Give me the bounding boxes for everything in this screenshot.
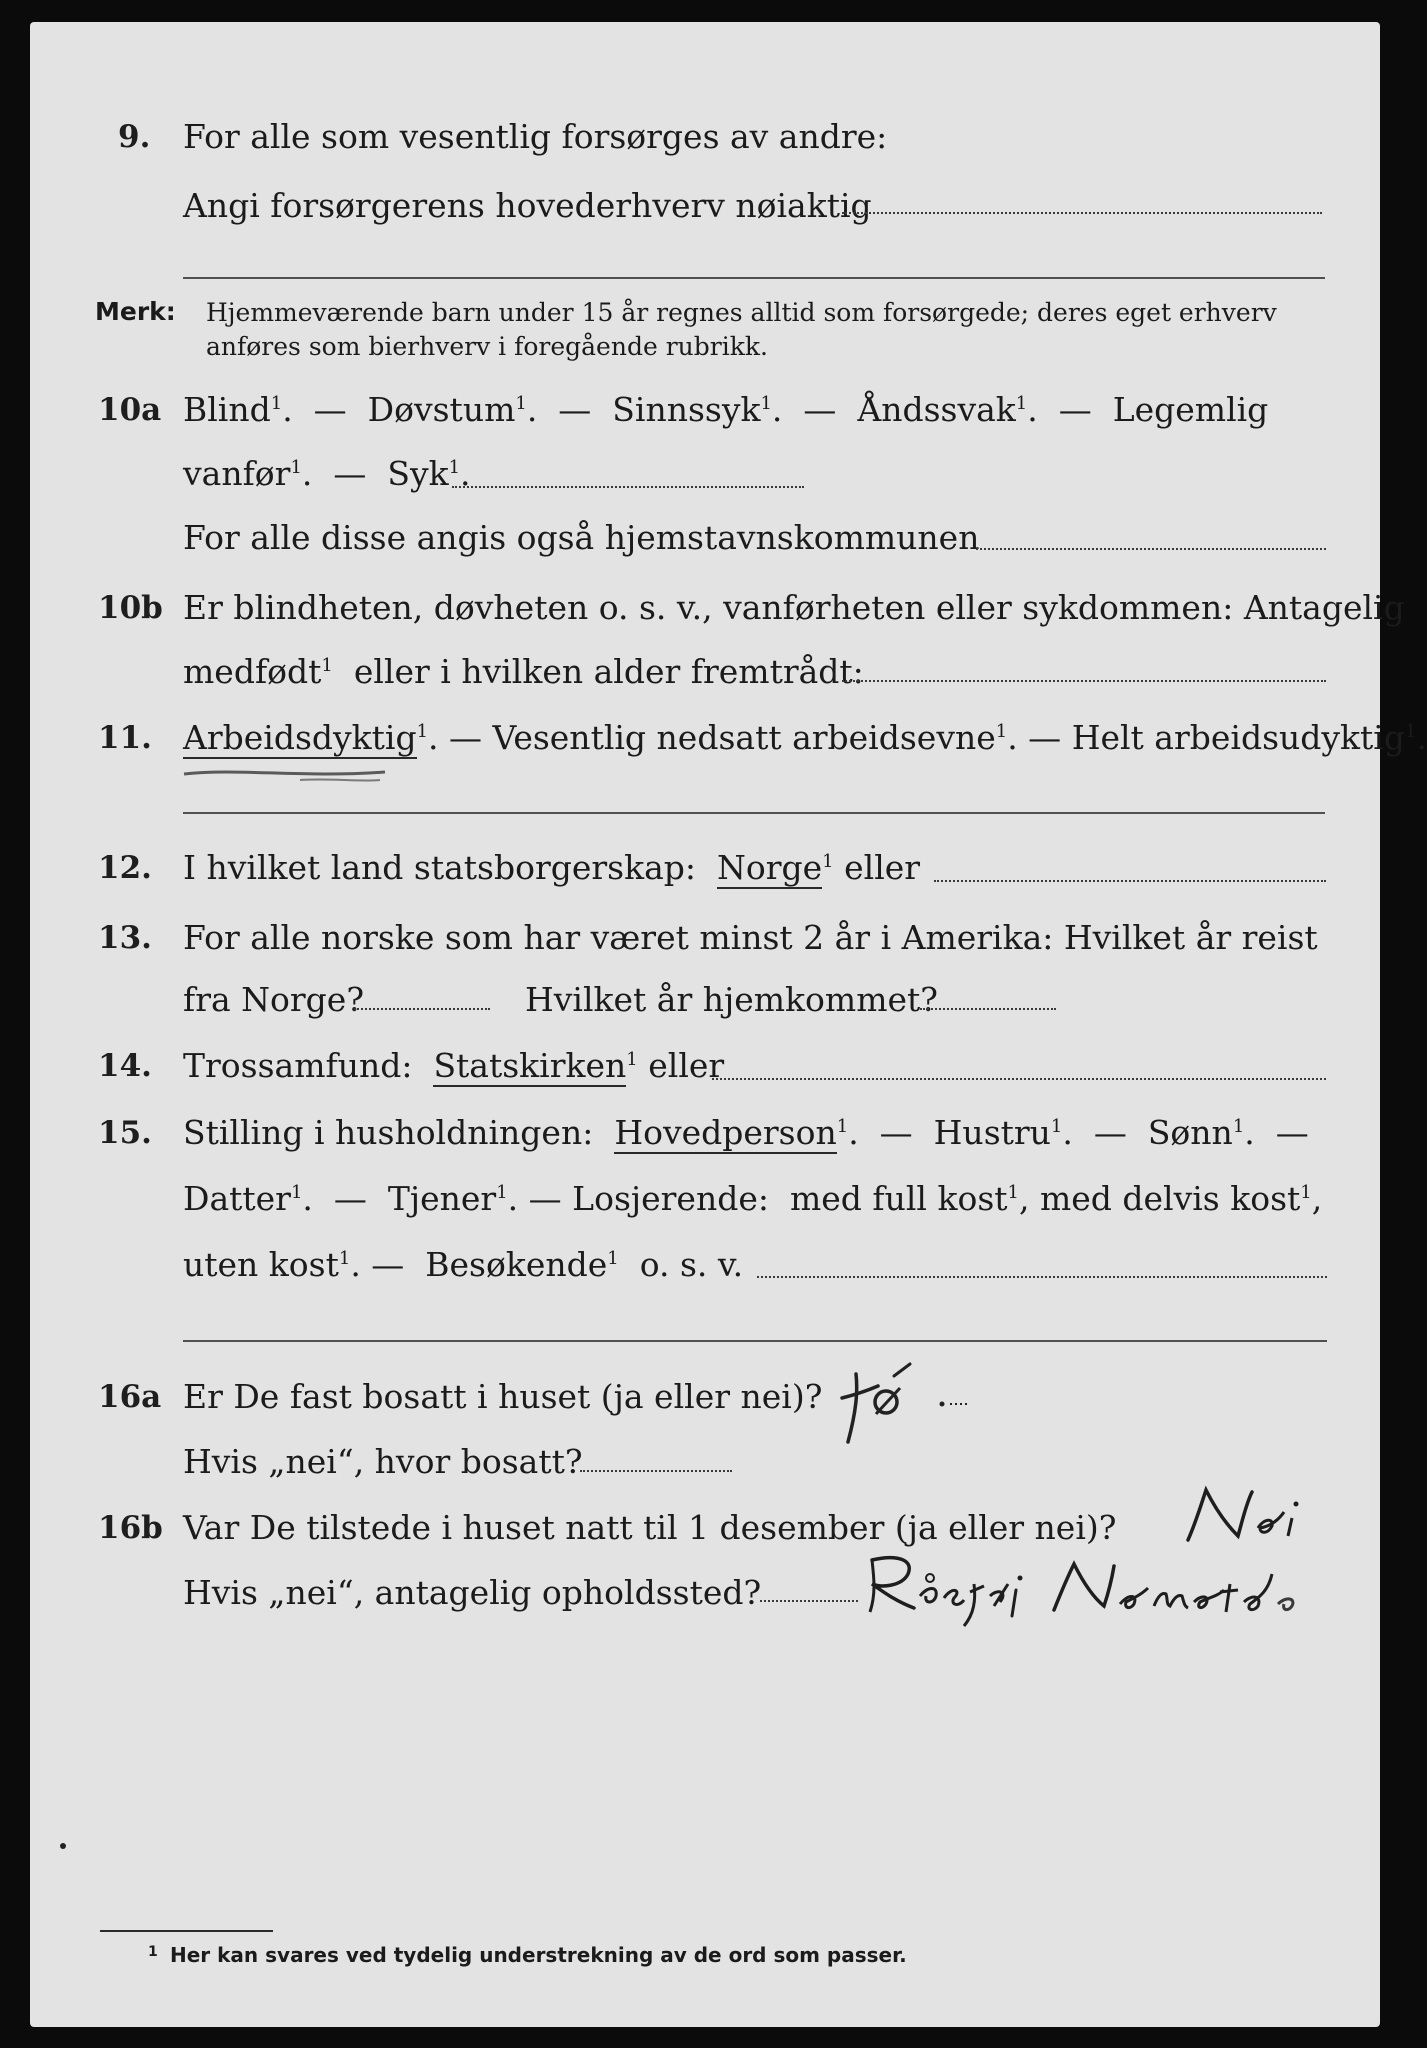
option-datter[interactable]: Datter xyxy=(183,1179,291,1218)
q12-eller: eller xyxy=(844,848,921,887)
q16b-handwritten-place xyxy=(858,1550,1358,1630)
q9-line2: Angi forsørgerens hovederhverv nøiaktig xyxy=(183,186,872,225)
q15-text: Stilling i husholdningen: xyxy=(183,1113,594,1152)
q16b-answer-line[interactable] xyxy=(760,1600,858,1602)
q9-number: 9. xyxy=(118,119,151,155)
option-sinnssyk[interactable]: Sinnssyk xyxy=(612,390,761,429)
q16a-line2: Hvis „nei“, hvor bosatt? xyxy=(183,1442,583,1481)
q15-losjerende: Losjerende: xyxy=(572,1179,769,1218)
q14-eller: eller xyxy=(648,1046,725,1085)
q15-line3: uten kost$^1$. — Besøkende$^1$ o. s. v. xyxy=(183,1245,744,1284)
q16b-line1: Var De tilstede i huset natt til 1 desember (ja eller nei)? xyxy=(183,1508,1117,1547)
q15-line1: Stilling i husholdningen: Hovedperson$^1$. — Hustru$^1$. — Sønn$^1$. — xyxy=(183,1113,1309,1152)
q11-number: 11. xyxy=(98,720,152,756)
q10b-rest: eller i hvilken alder fremtrådt: xyxy=(353,652,864,691)
option-arbeidsdyktig[interactable]: Arbeidsdyktig xyxy=(183,718,417,757)
q10b-line2: medfødt$^1$ eller i hvilken alder fremtrådt: xyxy=(183,652,864,691)
q14-text: Trossamfund: xyxy=(183,1046,413,1085)
q13-number: 13. xyxy=(98,920,152,956)
option-syk[interactable]: Syk xyxy=(387,454,449,493)
q15-number: 15. xyxy=(98,1115,152,1151)
q9-answer-line[interactable] xyxy=(842,212,1322,214)
q9-line1: For alle som vesentlig forsørges av andre: xyxy=(183,117,888,156)
q13-hjemkommet-line[interactable] xyxy=(920,1008,1056,1010)
option-andssvak[interactable]: Åndssvak xyxy=(857,390,1016,429)
q10b-answer-line[interactable] xyxy=(842,680,1326,682)
option-full-kost[interactable]: med full kost xyxy=(789,1179,1008,1218)
q16b-number: 16b xyxy=(98,1510,163,1546)
q12-answer-line[interactable] xyxy=(934,880,1326,882)
option-statskirken[interactable]: Statskirken xyxy=(433,1046,627,1085)
q16b-handwritten-answer xyxy=(1176,1482,1316,1552)
q10a-line1: Blind$^1$. — Døvstum$^1$. — Sinnssyk$^1$. — Åndssvak$^1$. — Legemlig xyxy=(183,390,1269,429)
option-udyktig[interactable]: Helt arbeidsudyktig xyxy=(1071,718,1405,757)
q10a-hjemstavn-line[interactable] xyxy=(976,548,1326,550)
q16a-handwritten-answer xyxy=(838,1362,988,1452)
q16a-line1: Er De fast bosatt i huset (ja eller nei)? xyxy=(183,1377,823,1416)
q16b-line2: Hvis „nei“, antagelig opholdssted? xyxy=(183,1573,762,1612)
footnote-mark: 1 xyxy=(148,1944,158,1960)
q15-line2: Datter$^1$. — Tjener$^1$. — Losjerende: med full kost$^1$, med delvis kost$^1$, xyxy=(183,1179,1323,1218)
option-medfodt[interactable]: medfødt xyxy=(183,652,322,691)
q15-answer-line[interactable] xyxy=(757,1276,1327,1278)
merk-line2: anføres som bierhverv i foregående rubrikk. xyxy=(206,332,768,361)
q14-line: Trossamfund: Statskirken$^1$ eller xyxy=(183,1046,725,1085)
option-vanfor[interactable]: vanfør xyxy=(183,454,291,493)
q16a-number: 16a xyxy=(98,1379,162,1415)
q15-answer-rule[interactable] xyxy=(183,1340,1327,1342)
option-hustru[interactable]: Hustru xyxy=(933,1113,1051,1152)
q9-answer-rule[interactable] xyxy=(183,277,1325,279)
option-besokende[interactable]: Besøkende xyxy=(425,1245,608,1284)
q14-number: 14. xyxy=(98,1048,152,1084)
q10a-answer-line[interactable] xyxy=(452,486,804,488)
q10b-line1: Er blindheten, døvheten o. s. v., vanførheten eller sykdommen: Antagelig xyxy=(183,588,1405,627)
merk-line1: Hjemmeværende barn under 15 år regnes alltid som forsørgede; deres eget erhverv xyxy=(206,298,1277,327)
option-tjener[interactable]: Tjener xyxy=(387,1179,497,1218)
q11-answer-rule[interactable] xyxy=(183,812,1325,814)
q10a-line2: vanfør$^1$. — Syk$^1$. xyxy=(183,454,471,493)
option-dovstum[interactable]: Døvstum xyxy=(367,390,516,429)
q10a-number: 10a xyxy=(98,392,162,428)
q11-line: Arbeidsdyktig$^1$. — Vesentlig nedsatt arbeidsevne$^1$. — Helt arbeidsudyktig$^1$. xyxy=(183,718,1427,757)
option-norge[interactable]: Norge xyxy=(717,848,823,887)
option-blind[interactable]: Blind xyxy=(183,390,271,429)
q10b-number: 10b xyxy=(98,590,163,626)
q12-text: I hvilket land statsborgerskap: xyxy=(183,848,697,887)
footnote-text: Her kan svares ved tydelig understrekning av de ord som passer. xyxy=(170,1943,907,1967)
footnote-rule xyxy=(100,1930,273,1932)
q13-line2b: Hvilket år hjemkommet? xyxy=(525,980,938,1019)
q12-line: I hvilket land statsborgerskap: Norge$^1$ eller xyxy=(183,848,921,887)
option-legemlig[interactable]: Legemlig xyxy=(1112,390,1269,429)
q15-osv: o. s. v. xyxy=(639,1245,744,1284)
option-hovedperson[interactable]: Hovedperson xyxy=(614,1113,837,1152)
option-nedsatt[interactable]: Vesentlig nedsatt arbeidsevne xyxy=(492,718,996,757)
q12-number: 12. xyxy=(98,850,152,886)
q14-answer-line[interactable] xyxy=(712,1078,1326,1080)
q11-handwritten-underline xyxy=(180,758,390,788)
q16a-answer-line[interactable] xyxy=(580,1470,732,1472)
option-delvis-kost[interactable]: med delvis kost xyxy=(1039,1179,1301,1218)
option-uten-kost[interactable]: uten kost xyxy=(183,1245,339,1284)
q13-line2a: fra Norge? xyxy=(183,980,365,1019)
option-sonn[interactable]: Sønn xyxy=(1147,1113,1233,1152)
q13-reist-line[interactable] xyxy=(354,1008,490,1010)
q13-line1: For alle norske som har været minst 2 år i Amerika: Hvilket år reist xyxy=(183,918,1318,957)
q10a-line3: For alle disse angis også hjemstavnskommunen xyxy=(183,518,980,557)
stray-mark xyxy=(58,1840,68,1852)
merk-label: Merk: xyxy=(95,297,176,326)
